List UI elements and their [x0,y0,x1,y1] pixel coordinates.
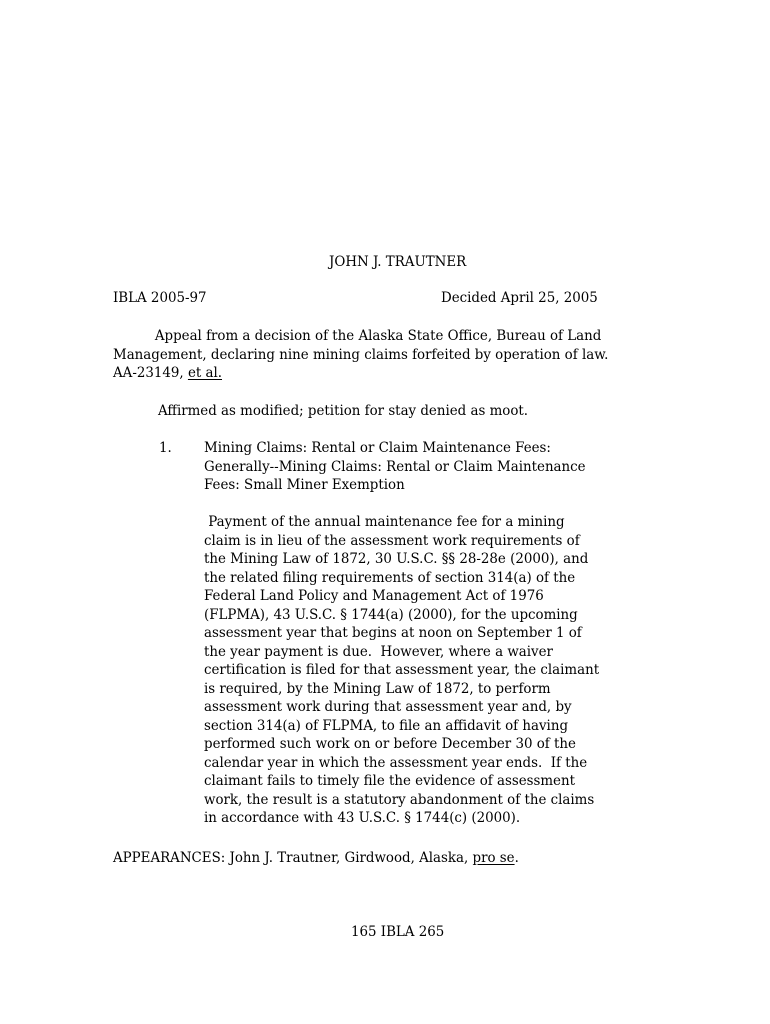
et-al-text: et al. [187,365,223,381]
headnote-heading-line: Mining Claims: Rental or Claim Maintenance Fees: [204,440,551,456]
headnote-heading [204,439,586,495]
headnote-body-line: work, the result is a statutory abandonment of the claims [204,791,595,808]
headnote-body-line: (FLPMA), 43 U.S.C. § 1744(a) (2000), for the upcoming [204,606,578,623]
headnote-body-line: the year payment is due. However, where a waiver [204,643,553,660]
headnote-body-line: calendar year in which the assessment year ends. If the [204,754,588,771]
headnote-heading-line: Fees: Small Miner Exemption [204,477,405,493]
headnote-body-line: claimant fails to timely file the evidence of assessment [204,773,575,789]
appeal-line-2: Management, declaring nine mining claims forfeited by operation of law. [113,346,609,363]
headnote-body-line: in accordance with 43 U.S.C. § 1744(c) (2000). [204,810,521,826]
decision-date: Decided April 25, 2005 [441,290,598,306]
headnote-heading-line: Generally--Mining Claims: Rental or Claim Maintenance [204,458,586,475]
disposition: Affirmed as modified; petition for stay denied as moot. [158,403,529,419]
headnote-body-line: the related filing requirements of section 314(a) of the [204,569,576,586]
case-title: JOHN J. TRAUTNER [329,254,467,270]
headnote-body-line: the Mining Law of 1872, 30 U.S.C. §§ 28-28e (2000), and [204,551,589,567]
page-footer: 165 IBLA 265 [351,924,445,940]
docket-number: IBLA 2005-97 [113,290,207,306]
headnote-body-line: Payment of the annual maintenance fee for a mining [204,514,565,530]
headnote-body-line: assessment year that begins at noon on September 1 of [204,625,582,641]
headnote-body-line: certification is filed for that assessment year, the claimant [204,662,600,678]
appeal-paragraph [113,327,608,383]
pro-se-text: pro se [472,850,515,866]
headnote-body-line: assessment work during that assessment year and, by [204,699,572,715]
appeal-line-3: AA-23149, et al. [113,365,223,381]
headnote-body [204,513,599,828]
appearances: APPEARANCES: John J. Trautner, Girdwood, Alaska, pro se. [113,850,519,866]
headnote-body-line: section 314(a) of FLPMA, to file an affidavit of having [204,717,569,734]
headnote-number: 1. [159,440,172,456]
headnote-body-line: is required, by the Mining Law of 1872, to perform [204,680,551,697]
headnote-body-line: claim is in lieu of the assessment work requirements of [204,532,580,549]
headnote-body-line: performed such work on or before December 30 of the [204,736,576,752]
headnote-body-line: Federal Land Policy and Management Act of 1976 [204,588,544,604]
appeal-line-1: Appeal from a decision of the Alaska State Office, Bureau of Land [154,328,602,344]
